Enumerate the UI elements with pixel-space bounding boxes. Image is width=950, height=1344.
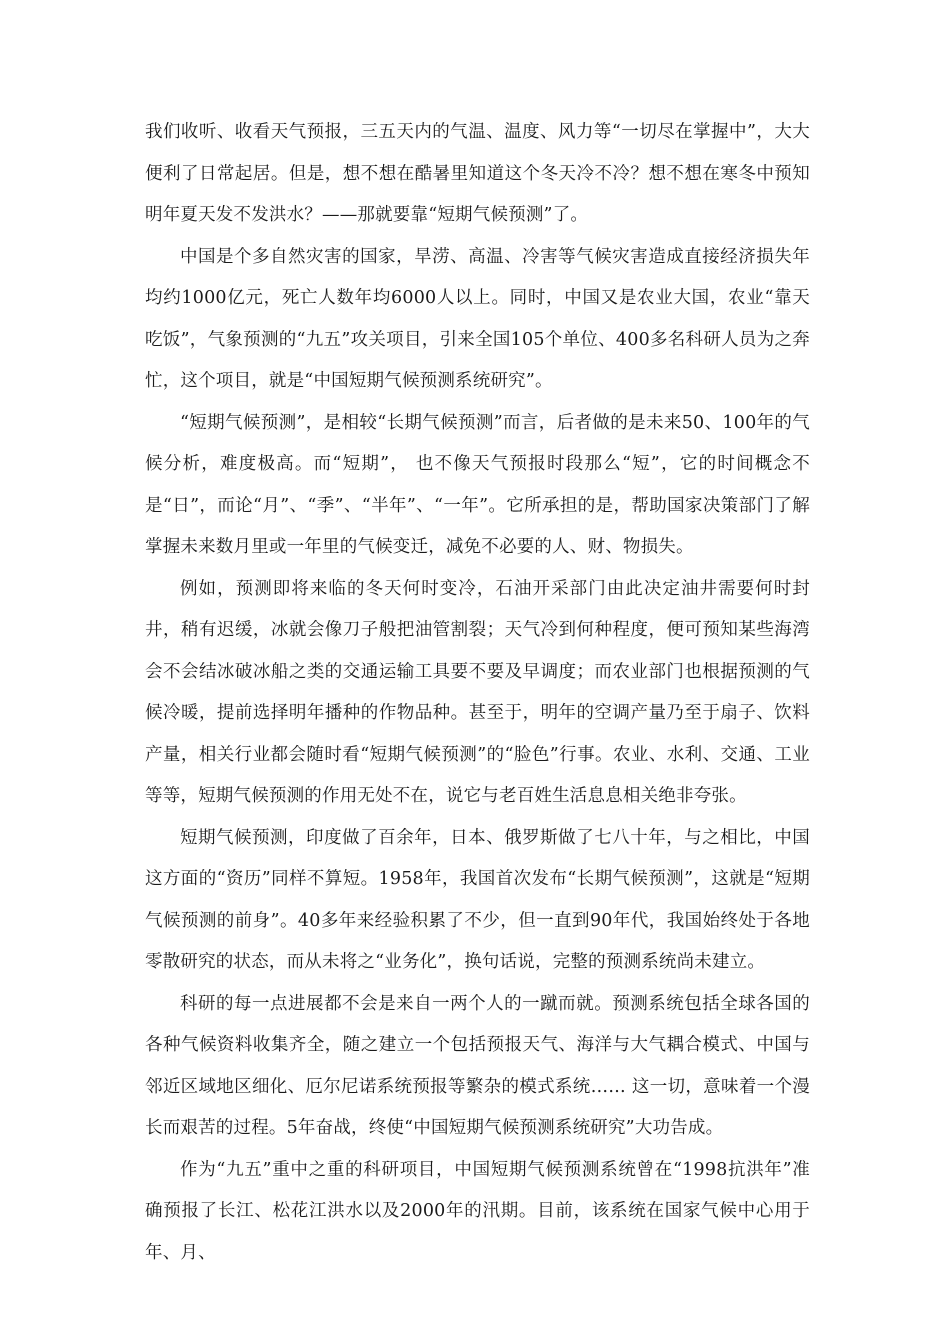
paragraph-2: 中国是个多自然灾害的国家，旱涝、高温、冷害等气候灾害造成直接经济损失年均约1000亿元，死亡人数年均6000人以上。同时，中国又是农业大国，农业“靠天吃饭”，气象预测的“九五”攻关项目，引来全国105个单位、400多名科研人员为之奔忙，这个项目，就是“中国短期气候预测系统研究”。 [145,246,810,391]
article-body [145,112,810,1274]
paragraph-4: 例如，预测即将来临的冬天何时变冷，石油开采部门由此决定油井需要何时封井，稍有迟缓，冰就会像刀子般把油管割裂；天气冷到何种程度，便可预知某些海湾会不会结冰破冰船之类的交通运输工具要不要及早调度；而农业部门也根据预测的气候冷暖，提前选择明年播种的作物品种。甚至于，明年的空调产量乃至于扇子、饮料产量，相关行业都会随时看“短期气候预测”的“脸色”行事。农业、水利、交通、工业等等，短期气候预测的作用无处不在，说它与老百姓生活息息相关绝非夸张。 [145,578,810,806]
paragraph-3: “短期气候预测”，是相较“长期气候预测”而言，后者做的是未来50、100年的气候分析，难度极高。而“短期”， 也不像天气预报时段那么“短”，它的时间概念不是“日”，而论“月”、“季”、“半年”、“一年”。它所承担的是，帮助国家决策部门了解掌握未来数月里或一年里的气候变迁，减免不必要的人、财、物损失。 [145,412,810,557]
paragraph-5: 短期气候预测，印度做了百余年，日本、俄罗斯做了七八十年，与之相比，中国这方面的“资历”同样不算短。1958年，我国首次发布“长期气候预测”，这就是“短期气候预测的前身”。40多年来经验积累了不少，但一直到90年代，我国始终处于各地零散研究的状态，而从未将之“业务化”，换句话说，完整的预测系统尚未建立。 [145,827,810,972]
paragraph-6: 科研的每一点进展都不会是来自一两个人的一蹴而就。预测系统包括全球各国的各种气候资料收集齐全，随之建立一个包括预报天气、海洋与大气耦合模式、中国与邻近区域地区细化、厄尔尼诺系统预报等繁杂的模式系统…… 这一切，意味着一个漫长而艰苦的过程。5年奋战，终使“中国短期气候预测系统研究”大功告成。 [145,993,810,1138]
paragraph-1: 我们收听、收看天气预报，三五天内的气温、温度、风力等“一切尽在掌握中”，大大便利了日常起居。但是，想不想在酷暑里知道这个冬天冷不冷？想不想在寒冬中预知明年夏天发不发洪水？——那就要靠“短期气候预测”了。 [145,122,810,225]
paragraph-7: 作为“九五”重中之重的科研项目，中国短期气候预测系统曾在“1998抗洪年”准确预报了长江、松花江洪水以及2000年的汛期。目前，该系统在国家气候中心用于年、月、 [145,1159,810,1263]
